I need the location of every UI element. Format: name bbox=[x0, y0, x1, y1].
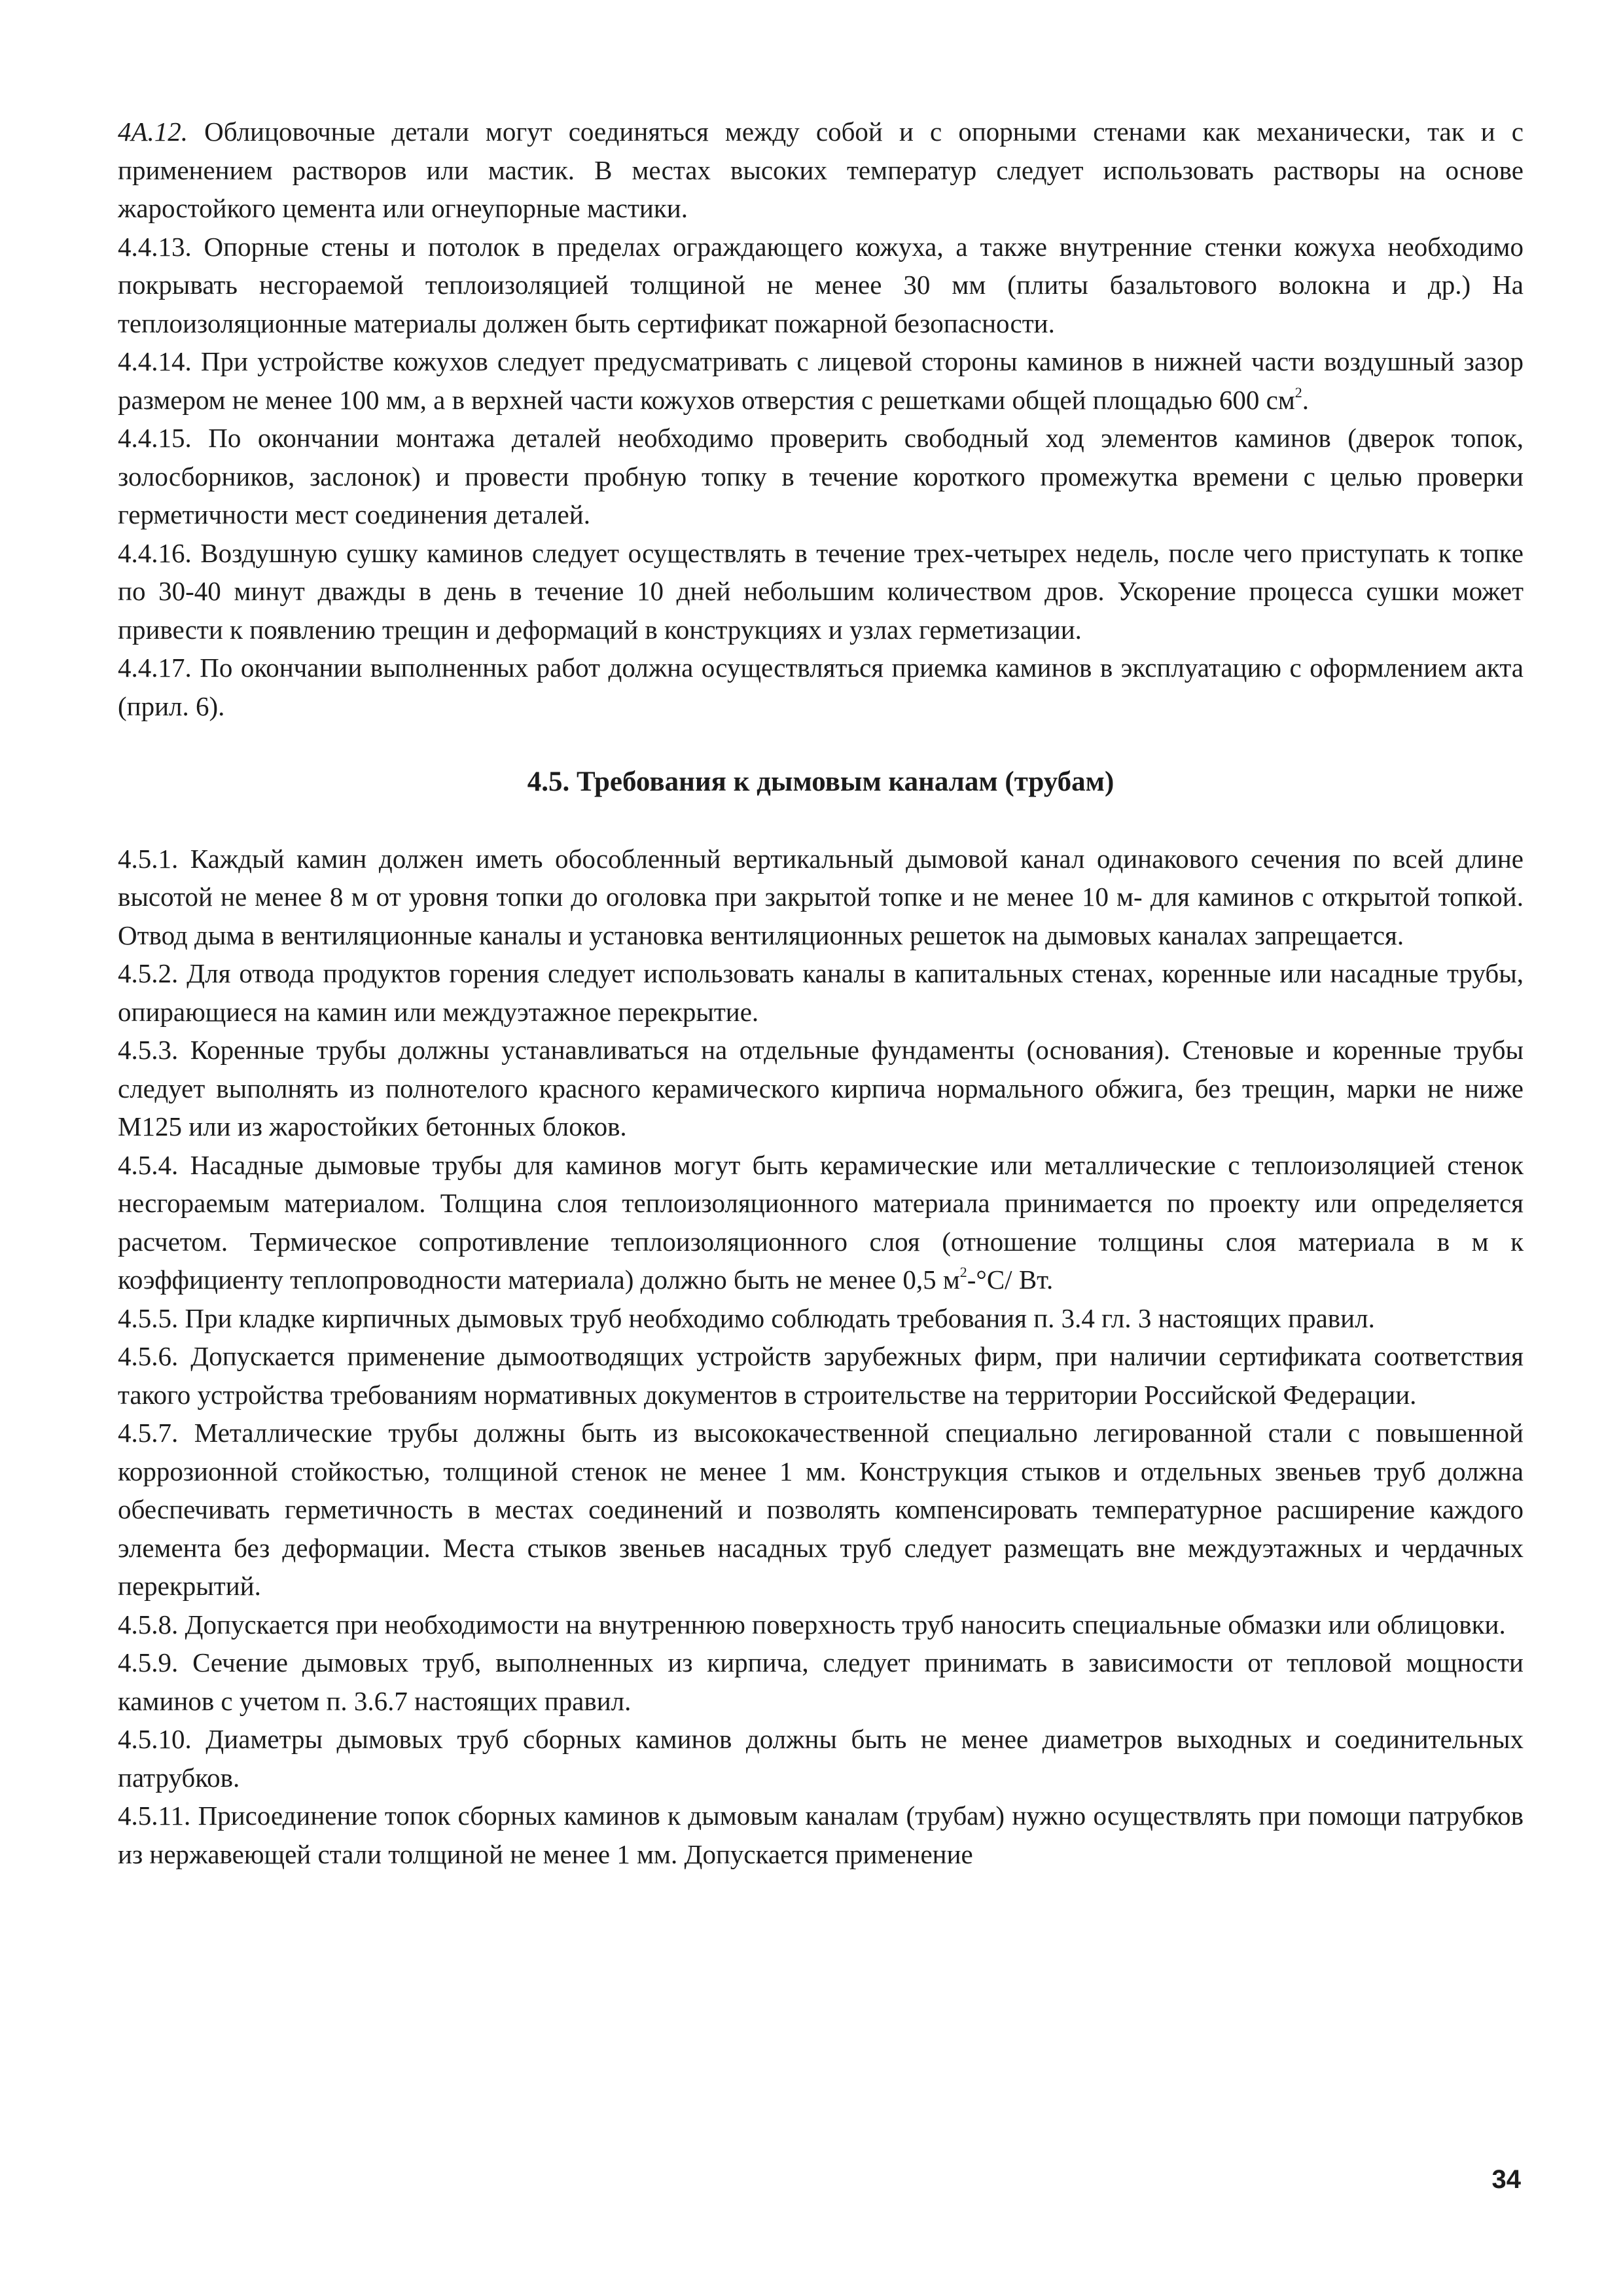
paragraph-number: 4.5.6. bbox=[118, 1341, 179, 1371]
paragraph-number: 4.5.11. bbox=[118, 1801, 191, 1831]
paragraph-text: При кладке кирпичных дымовых труб необходимо соблюдать требования п. 3.4 гл. 3 настоящих правил. bbox=[178, 1302, 1375, 1333]
spacer bbox=[118, 802, 1524, 840]
paragraph-number: 4.4.13. bbox=[118, 231, 192, 262]
paragraph-text: Насадные дымовые трубы для каминов могут быть керамические или металлические с теплоизоляцией стенок несгораемым материалом. Толщина слоя теплоизоляционного материала принимается по проекту или определяется расчетом. Термическое сопротивление теплоизоляционного слоя (отношение толщины слоя материала в м к коэффициенту теплопроводности материала) должно быть не менее 0,5 м bbox=[118, 1149, 1524, 1295]
paragraph-number: 4.4.14. bbox=[118, 346, 192, 376]
paragraph-number: 4.5.7. bbox=[118, 1418, 179, 1448]
paragraph-4-4-17 bbox=[118, 649, 1524, 725]
paragraph-text: Воздушную сушку каминов следует осуществлять в течение трех-четырех недель, после чего приступать к топке по 30-40 минут дважды в день в течение 10 дней небольшим количеством дров. Ускорение процесса сушки может привести к появлению трещин и деформаций в конструкциях и узлах герметизации. bbox=[118, 537, 1524, 645]
paragraph-text: По окончании монтажа деталей необходимо проверить свободный ход элементов каминов (дверок топок, золосборников, заслонок) и провести пробную топку в течение короткого промежутка времени с целью проверки герметичности мест соединения деталей. bbox=[118, 423, 1524, 529]
paragraph-number: 4.4.15. bbox=[118, 423, 192, 453]
paragraph-4-5-1 bbox=[118, 840, 1524, 955]
paragraph-text: Опорные стены и потолок в пределах ограждающего кожуха, а также внутренние стенки кожуха необходимо покрывать несгораемой теплоизоляцией толщиной не менее 30 мм (плиты базальтового волокна и др.) На теплоизоляционные материалы должен быть сертификат пожарной безопасности. bbox=[118, 231, 1524, 338]
section-heading: 4.5. Требования к дымовым каналам (трубам) bbox=[527, 766, 1115, 797]
superscript: 2 bbox=[959, 1264, 967, 1280]
paragraph-text-end: -°С/ Вт. bbox=[967, 1265, 1054, 1295]
superscript: 2 bbox=[1294, 384, 1302, 401]
paragraph-text: Облицовочные детали могут соединяться между собой и с опорными стенами как механически, так и с применением растворов или мастик. В местах высоких температур следует использовать растворы на основе жаростойкого цемента или огнеупорные мастики. bbox=[118, 117, 1524, 223]
paragraph-text: Диаметры дымовых труб сборных каминов должны быть не менее диаметров выходных и соединительных патрубков. bbox=[118, 1724, 1524, 1793]
paragraph-4-4-14 bbox=[118, 342, 1524, 419]
paragraph-4-5-7 bbox=[118, 1414, 1524, 1605]
paragraph-4-4-13 bbox=[118, 228, 1524, 343]
page-number: 34 bbox=[1491, 2165, 1521, 2194]
paragraph-number: 4.5.9. bbox=[118, 1647, 179, 1677]
paragraph-4-5-2 bbox=[118, 954, 1524, 1031]
paragraph-4-4-12 bbox=[118, 113, 1524, 228]
paragraph-4-5-10 bbox=[118, 1720, 1524, 1797]
paragraph-number: 4.4.17. bbox=[118, 653, 192, 683]
paragraph-text: Коренные трубы должны устанавливаться на отдельные фундаменты (основания). Стеновые и коренные трубы следует выполнять из полнотелого красного керамического кирпича нормального обжига, без трещин, марки не ниже М125 или из жаростойких бетонных блоков. bbox=[118, 1035, 1524, 1141]
paragraph-text: При устройстве кожухов следует предусматривать с лицевой стороны каминов в нижней части воздушный зазор размером не менее 100 мм, а в верхней части кожухов отверстия с решетками общей площадью 600 см bbox=[118, 346, 1524, 415]
paragraph-number: 4.5.2. bbox=[118, 958, 179, 988]
paragraph-number: 4.4.16. bbox=[118, 537, 192, 568]
paragraph-text: Для отвода продуктов горения следует использовать каналы в капитальных стенах, коренные или насадные трубы, опирающиеся на камин или междуэтажное перекрытие. bbox=[118, 958, 1524, 1027]
paragraph-text: Допускается при необходимости на внутреннюю поверхность труб наносить специальные обмазки или облицовки. bbox=[178, 1609, 1506, 1640]
paragraph-text: Каждый камин должен иметь обособленный вертикальный дымовой канал одинакового сечения по всей длине высотой не менее 8 м от уровня топки до оголовка при закрытой топке и не менее 10 м- для каминов с открытой топкой. Отвод дыма в вентиляционные каналы и установка вентиляционных решеток на дымовых каналах запрещается. bbox=[118, 843, 1524, 950]
paragraph-4-5-8 bbox=[118, 1605, 1524, 1644]
paragraph-text-end: . bbox=[1302, 384, 1310, 415]
paragraph-text: Сечение дымовых труб, выполненных из кирпича, следует принимать в зависимости от тепловой мощности каминов с учетом п. 3.6.7 настоящих правил. bbox=[118, 1647, 1524, 1716]
paragraph-4-5-6 bbox=[118, 1337, 1524, 1414]
spacer bbox=[118, 725, 1524, 763]
paragraph-number: 4.5.1. bbox=[118, 843, 179, 874]
paragraph-number: 4А.12. bbox=[118, 117, 188, 147]
paragraph-number: 4.5.4. bbox=[118, 1149, 179, 1180]
paragraph-4-5-4 bbox=[118, 1146, 1524, 1299]
paragraph-text: Допускается применение дымоотводящих устройств зарубежных фирм, при наличии сертификата соответствия такого устройства требованиям нормативных документов в строительстве на территории Российской Федерации. bbox=[118, 1341, 1524, 1410]
paragraph-number: 4.5.5. bbox=[118, 1302, 179, 1333]
paragraph-text: Присоединение топок сборных каминов к дымовым каналам (трубам) нужно осуществлять при помощи патрубков из нержавеющей стали толщиной не менее 1 мм. Допускается применение bbox=[118, 1801, 1524, 1869]
paragraph-number: 4.5.8. bbox=[118, 1609, 179, 1640]
paragraph-number: 4.5.10. bbox=[118, 1724, 192, 1754]
paragraph-4-4-15 bbox=[118, 419, 1524, 534]
paragraph-number: 4.5.3. bbox=[118, 1035, 179, 1065]
paragraph-4-5-9 bbox=[118, 1643, 1524, 1720]
paragraph-4-5-11 bbox=[118, 1797, 1524, 1873]
paragraph-text: Металлические трубы должны быть из высококачественной специально легированной стали с повышенной коррозионной стойкостью, толщиной стенок не менее 1 мм. Конструкция стыков и отдельных звеньев труб должна обеспечивать герметичность в местах соединений и позволять компенсировать температурное расширение каждого элемента без деформации. Места стыков звеньев насадных труб следует размещать вне междуэтажных и чердачных перекрытий. bbox=[118, 1418, 1524, 1601]
page-body bbox=[118, 113, 1524, 1873]
paragraph-4-4-16 bbox=[118, 534, 1524, 649]
paragraph-4-5-3 bbox=[118, 1031, 1524, 1146]
paragraph-4-5-5 bbox=[118, 1299, 1524, 1338]
paragraph-text: По окончании выполненных работ должна осуществляться приемка каминов в эксплуатацию с оформлением акта (прил. 6). bbox=[118, 653, 1524, 721]
